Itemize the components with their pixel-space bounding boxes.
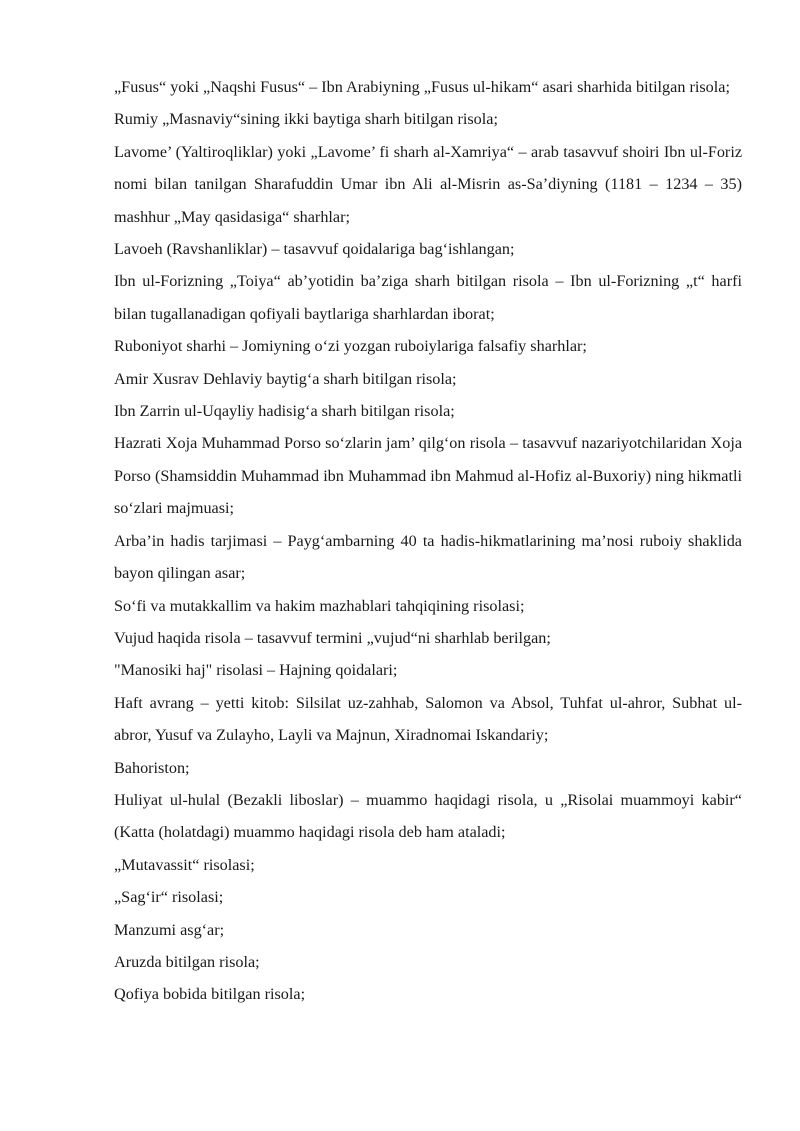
list-item: Arba’in hadis tarjimasi – Payg‘ambarning 40 ta hadis-hikmatlarining ma’nosi ruboiy shaklida bayon qilingan asar; <box>114 531 742 583</box>
list-item: "Manosiki haj" risolasi – Hajning qoidalari; <box>114 661 398 680</box>
list-item: Ibn Zarrin ul-Uqayliy hadisig‘a sharh bitilgan risola; <box>114 402 455 421</box>
list-item: „Sag‘ir“ risolasi; <box>114 888 224 907</box>
list-item: Qofiya bobida bitilgan risola; <box>114 985 306 1004</box>
document-page <box>114 71 742 1011</box>
list-item: „Fusus“ yoki „Naqshi Fusus“ – Ibn Arabiyning „Fusus ul-hikam“ asari sharhida bitilgan risola; <box>114 78 730 96</box>
list-item: Manzumi asg‘ar; <box>114 920 225 939</box>
list-item: Lavoeh (Ravshanliklar) – tasavvuf qoidalariga bag‘ishlangan; <box>114 240 515 259</box>
list-item: Bahoriston; <box>114 758 190 777</box>
list-item: Rumiy „Masnaviy“sining ikki baytiga sharh bitilgan risola; <box>114 110 498 129</box>
list-item: Aruzda bitilgan risola; <box>114 952 260 971</box>
list-item: Ruboniyot sharhi – Jomiyning o‘zi yozgan ruboiylariga falsafiy sharhlar; <box>114 337 587 356</box>
list-item: Amir Xusrav Dehlaviy baytig‘a sharh bitilgan risola; <box>114 369 457 388</box>
list-item: Huliyat ul-hulal (Bezakli liboslar) – muammo haqidagi risola, u „Risolai muammoyi kabir“ (Katta (holatdagi) muammo haqidagi risola deb ham ataladi; <box>114 790 742 842</box>
list-item: „Mutavassit“ risolasi; <box>114 855 255 874</box>
list-item: Vujud haqida risola – tasavvuf termini „vujud“ni sharhlab berilgan; <box>114 628 551 647</box>
list-item: Hazrati Xoja Muhammad Porso so‘zlarin jam’ qilg‘on risola – tasavvuf nazariyotchilaridan Xoja Porso (Shamsiddin Muhammad ibn Muhammad ibn Mahmud al-Hofiz al-Buxoriy) ning hikmatli so‘zlari majmuasi; <box>114 434 742 518</box>
list-item: Haft avrang – yetti kitob: Silsilat uz-zahhab, Salomon va Absol, Tuhfat ul-ahror, Subhat ul-abror, Yusuf va Zulayho, Layli va Majnun, Xiradnomai Iskandariy; <box>114 693 742 745</box>
list-item: Lavome’ (Yaltiroqliklar) yoki „Lavome’ fi sharh al-Xamriya“ – arab tasavvuf shoiri Ibn ul-Foriz nomi bilan tanilgan Sharafuddin Umar ibn Ali al-Misrin as-Sa’diyning (1181 – 1234 – 35) mashhur „May qasidasiga“ sharhlar; <box>114 142 742 226</box>
list-item: So‘fi va mutakkallim va hakim mazhablari tahqiqining risolasi; <box>114 596 525 615</box>
list-item: Ibn ul-Forizning „Toiya“ ab’yotidin ba’ziga sharh bitilgan risola – Ibn ul-Forizning „t“ harfi bilan tugallanadigan qofiyali baytlariga sharhlardan iborat; <box>114 272 742 323</box>
